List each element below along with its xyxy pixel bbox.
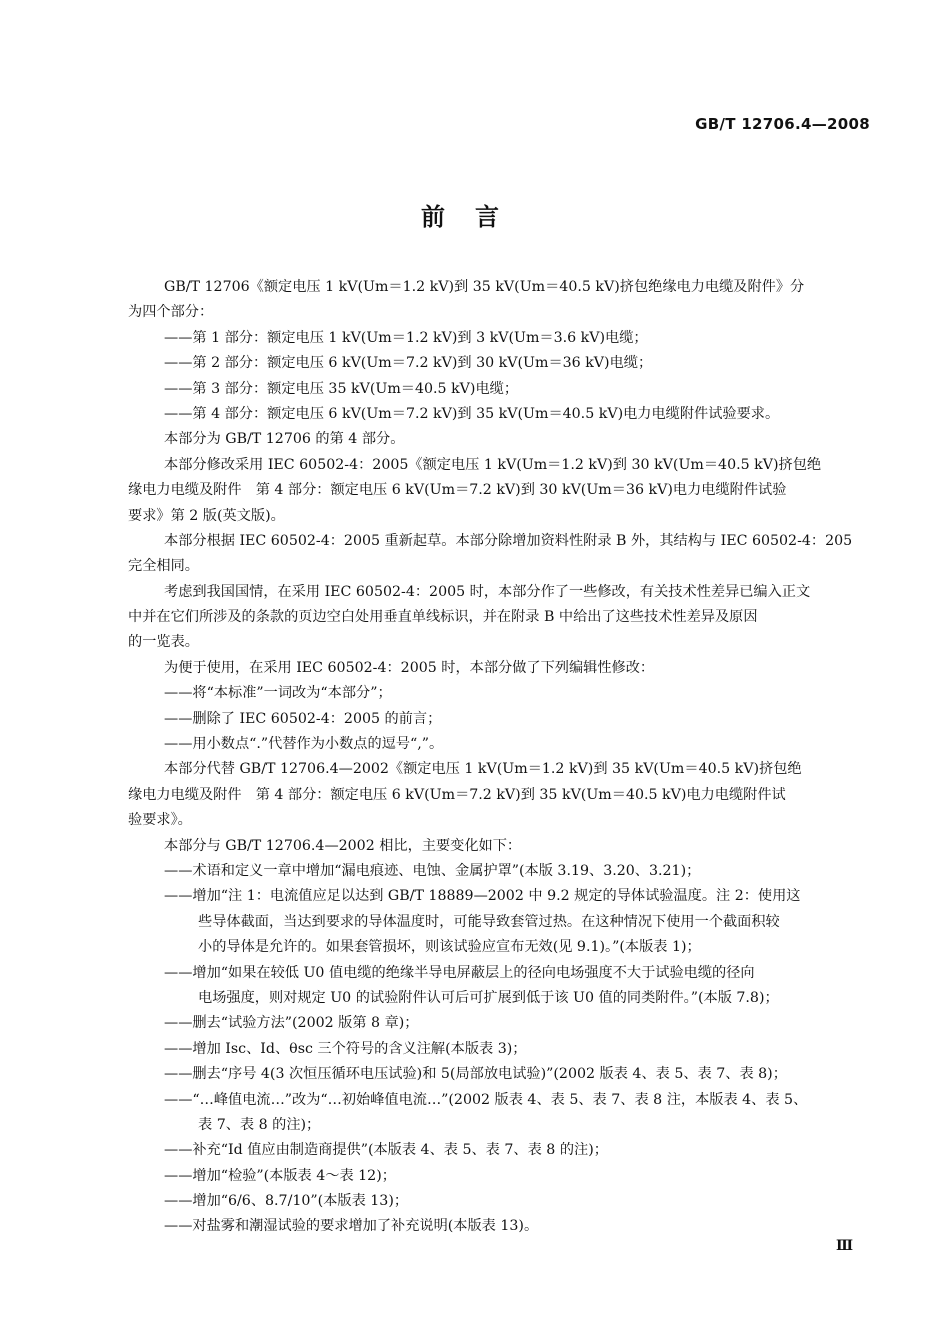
text-line: 本部分为 GB/T 12706 的第 4 部分。	[164, 431, 405, 448]
text-line: 为四个部分：	[128, 304, 214, 321]
text-line: ——删除了 IEC 60502-4：2005 的前言；	[164, 710, 442, 727]
text-line: 完全相同。	[128, 558, 199, 575]
foreword-body	[128, 275, 884, 1240]
text-line: 本部分修改采用 IEC 60502-4：2005《额定电压 1 kV(Um＝1.2 kV)到 30 kV(Um＝40.5 kV)挤包绝	[164, 456, 822, 473]
text-line: 缘电力电缆及附件 第 4 部分：额定电压 6 kV(Um＝7.2 kV)到 30 kV(Um＝36 kV)电力电缆附件试验	[128, 482, 787, 499]
text-line: ——第 2 部分：额定电压 6 kV(Um＝7.2 kV)到 30 kV(Um＝36 kV)电缆；	[164, 355, 653, 372]
text-line: 表 7、表 8 的注)；	[198, 1116, 321, 1133]
text-line: ——第 1 部分：额定电压 1 kV(Um＝1.2 kV)到 3 kV(Um＝3.6 kV)电缆；	[164, 329, 648, 346]
text-line: ——增加“6/6、8.7/10”(本版表 13)；	[164, 1193, 409, 1210]
text-line: ——第 3 部分：额定电压 35 kV(Um＝40.5 kV)电缆；	[164, 380, 519, 397]
page-title: 前言	[421, 203, 529, 231]
text-line: ——“…峰值电流…”改为“…初始峰值电流…”(2002 版表 4、表 5、表 7、表 8 注，本版表 4、表 5、	[164, 1091, 808, 1108]
text-line: ——增加 Isc、Id、θsc 三个符号的含义注解(本版表 3)；	[164, 1040, 527, 1057]
text-line: 考虑到我国国情，在采用 IEC 60502-4：2005 时，本部分作了一些修改，有关技术性差异已编入正文	[164, 583, 811, 600]
text-line: ——删去“试验方法”(2002 版第 8 章)；	[164, 1015, 419, 1032]
text-line: 电场强度，则对规定 U0 的试验附件认可后可扩展到低于该 U0 值的同类附件。”(本版 7.8)；	[198, 989, 779, 1006]
text-line: ——第 4 部分：额定电压 6 kV(Um＝7.2 kV)到 35 kV(Um＝40.5 kV)电力电缆附件试验要求。	[164, 405, 780, 422]
text-line: ——术语和定义一章中增加“漏电痕迹、电蚀、金属护罩”(本版 3.19、3.20、3.21)；	[164, 862, 701, 879]
text-line: 验要求》。	[128, 812, 192, 829]
text-line: 本部分根据 IEC 60502-4：2005 重新起草。本部分除增加资料性附录 B 外，其结构与 IEC 60502-4：205	[164, 532, 853, 549]
text-line: 要求》第 2 版(英文版)。	[128, 507, 285, 524]
page-number: Ⅲ	[835, 1238, 853, 1254]
text-line: ——补充“Id 值应由制造商提供”(本版表 4、表 5、表 7、表 8 的注)；	[164, 1142, 608, 1159]
text-line: 为便于使用，在采用 IEC 60502-4：2005 时，本部分做了下列编辑性修改：	[164, 659, 655, 676]
text-line: GB/T 12706《额定电压 1 kV(Um＝1.2 kV)到 35 kV(Um＝40.5 kV)挤包绝缘电力电缆及附件》分	[164, 279, 805, 295]
text-line: 的一览表。	[128, 634, 199, 651]
text-line: ——增加“注 1：电流值应足以达到 GB/T 18889—2002 中 9.2 规定的导体试验温度。注 2：使用这	[164, 888, 801, 905]
standard-code: GB/T 12706.4—2008	[695, 115, 870, 133]
text-line: 本部分与 GB/T 12706.4—2002 相比，主要变化如下：	[164, 837, 522, 854]
text-line: 些导体截面，当达到要求的导体温度时，可能导致套管过热。在这种情况下使用一个截面积较	[198, 913, 780, 930]
text-line: ——删去“序号 4(3 次恒压循环电压试验)和 5(局部放电试验)”(2002 版表 4、表 5、表 7、表 8)；	[164, 1066, 787, 1083]
text-line: 小的导体是允许的。如果套管损坏，则该试验应宣布无效(见 9.1)。”(本版表 1)；	[198, 939, 701, 956]
text-line: 本部分代替 GB/T 12706.4—2002《额定电压 1 kV(Um＝1.2 kV)到 35 kV(Um＝40.5 kV)挤包绝	[164, 761, 802, 778]
text-line: ——将“本标准”一词改为“本部分”；	[164, 685, 392, 702]
text-line: ——增加“检验”(本版表 4～表 12)；	[164, 1167, 396, 1184]
text-line: ——增加“如果在较低 U0 值电缆的绝缘半导电屏蔽层上的径向电场强度不大于试验电缆的径向	[164, 964, 755, 981]
text-line: 中并在它们所涉及的条款的页边空白处用垂直单线标识，并在附录 B 中给出了这些技术性差异及原因	[128, 609, 758, 626]
text-line: ——对盐雾和潮湿试验的要求增加了补充说明(本版表 13)。	[164, 1218, 539, 1235]
text-line: ——用小数点“.”代替作为小数点的逗号“,”。	[164, 736, 444, 753]
text-line: 缘电力电缆及附件 第 4 部分：额定电压 6 kV(Um＝7.2 kV)到 35 kV(Um＝40.5 kV)电力电缆附件试	[128, 786, 786, 803]
